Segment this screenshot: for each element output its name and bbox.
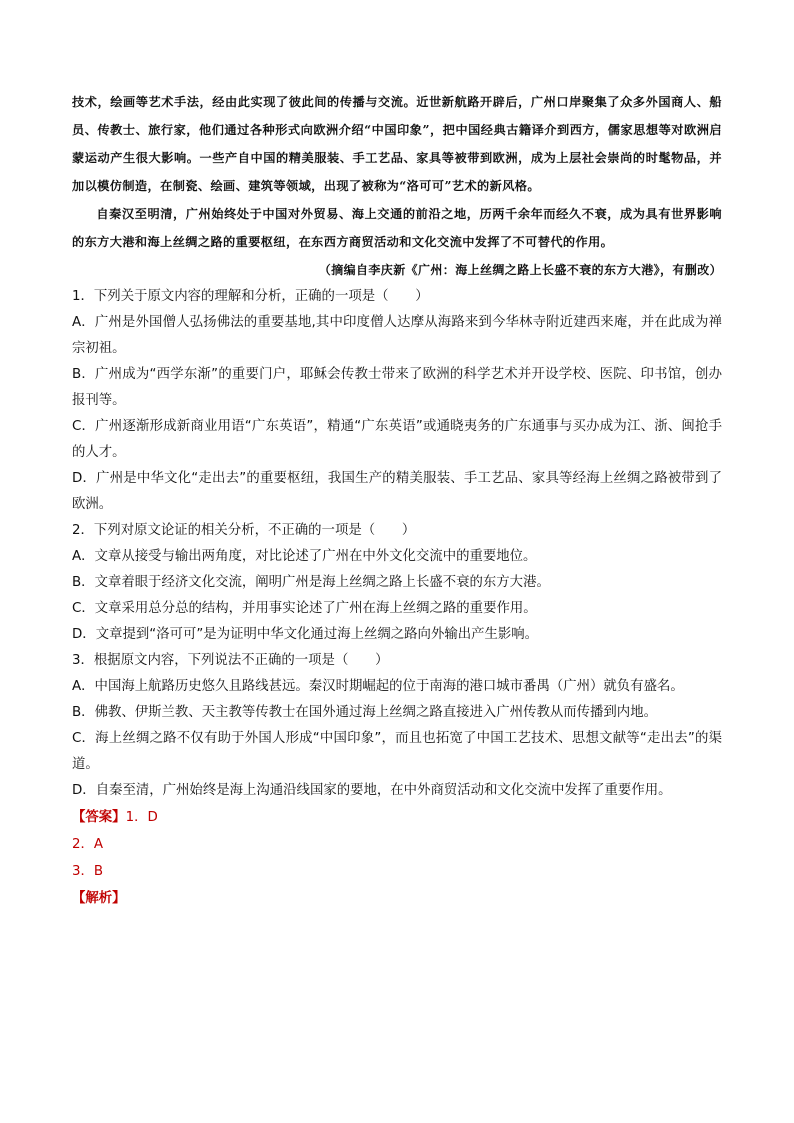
option-d: D．自秦至清，广州始终是海上沟通沿线国家的要地，在中外商贸活动和文化交流中发挥了重要作用。 bbox=[72, 783, 672, 798]
option-b: B．佛教、伊斯兰教、天主教等传教士在国外通过海上丝绸之路直接进入广州传教从而传播到内地。 bbox=[72, 705, 657, 720]
passage-paragraph-1: 技术，绘画等艺术手法，经由此实现了彼此间的传播与交流。近世新航路开辟后，广州口岸聚集了众多外国商人、船员、传教士、旅行家，他们通过各种形式向欧洲介绍“中国印象”，把中国经典古籍译介到西方，儒家思想等对欧洲启蒙运动产生很大影响。一些产自中国的精美服装、手工艺品、家具等被带到欧洲，成为上层社会崇尚的时髦物品，并加以模仿制造，在制瓷、绘画、建筑等领域，出现了被称为“洛可可”艺术的新风格。 bbox=[72, 95, 722, 193]
question-2 bbox=[72, 518, 722, 648]
question-stem: 3．根据原文内容，下列说法不正确的一项是（ ） bbox=[72, 653, 389, 668]
option-b: B．广州成为“西学东渐”的重要门户，耶稣会传教士带来了欧洲的科学艺术并开设学校、医院、印书馆，创办报刊等。 bbox=[72, 367, 722, 408]
passage-paragraph-2: 自秦汉至明清，广州始终处于中国对外贸易、海上交通的前沿之地，历两千余年而经久不衰，成为具有世界影响的东方大港和海上丝绸之路的重要枢纽，在东西方商贸活动和文化交流中发挥了不可替代的作用。 bbox=[72, 207, 722, 249]
option-b: B．文章着眼于经济文化交流，阐明广州是海上丝绸之路上长盛不衰的东方大港。 bbox=[72, 575, 550, 590]
question-stem: 1．下列关于原文内容的理解和分析，正确的一项是（ ） bbox=[72, 289, 429, 304]
option-c: C．文章采用总分总的结构，并用事实论述了广州在海上丝绸之路的重要作用。 bbox=[72, 601, 537, 616]
option-c: C．海上丝绸之路不仅有助于外国人形成“中国印象”，而且也拓宽了中国工艺技术、思想文献等“走出去”的渠道。 bbox=[72, 731, 722, 772]
analysis-label: 【解析】 bbox=[72, 891, 126, 906]
option-c: C．广州逐渐形成新商业用语“广东英语”，精通“广东英语”或通晓夷务的广东通事与买办成为江、浙、闽抢手的人才。 bbox=[72, 419, 722, 460]
reading-passage bbox=[72, 88, 722, 284]
question-stem: 2．下列对原文论证的相关分析，不正确的一项是（ ） bbox=[72, 523, 416, 538]
passage-source: （摘编自李庆新《广州：海上丝绸之路上长盛不衰的东方大港》，有删改） bbox=[318, 263, 722, 277]
answer-value: 1．D bbox=[125, 810, 158, 825]
answer-line-2: 2．A bbox=[72, 837, 104, 852]
answer-line-3: 3．B bbox=[72, 864, 104, 879]
option-a: A．文章从接受与输出两角度，对比论述了广州在中外文化交流中的重要地位。 bbox=[72, 549, 537, 564]
question-1 bbox=[72, 284, 722, 518]
analysis-line bbox=[72, 885, 722, 912]
answer-label: 【答案】 bbox=[72, 810, 126, 825]
option-d: D．文章提到“洛可可”是为证明中华文化通过海上丝绸之路向外输出产生影响。 bbox=[72, 627, 539, 642]
question-set bbox=[72, 284, 722, 804]
answer-section bbox=[72, 804, 722, 912]
option-a: A．广州是外国僧人弘扬佛法的重要基地,其中印度僧人达摩从海路来到今华林寺附近建西来庵，并在此成为禅宗初祖。 bbox=[72, 315, 722, 356]
document-page bbox=[72, 88, 722, 912]
question-3 bbox=[72, 648, 722, 804]
option-d: D．广州是中华文化“走出去”的重要枢纽，我国生产的精美服装、手工艺品、家具等经海上丝绸之路被带到了欧洲。 bbox=[72, 471, 722, 512]
option-a: A．中国海上航路历史悠久且路线甚远。秦汉时期崛起的位于南海的港口城市番禺（广州）就负有盛名。 bbox=[72, 679, 684, 694]
answer-line-1 bbox=[72, 804, 722, 831]
